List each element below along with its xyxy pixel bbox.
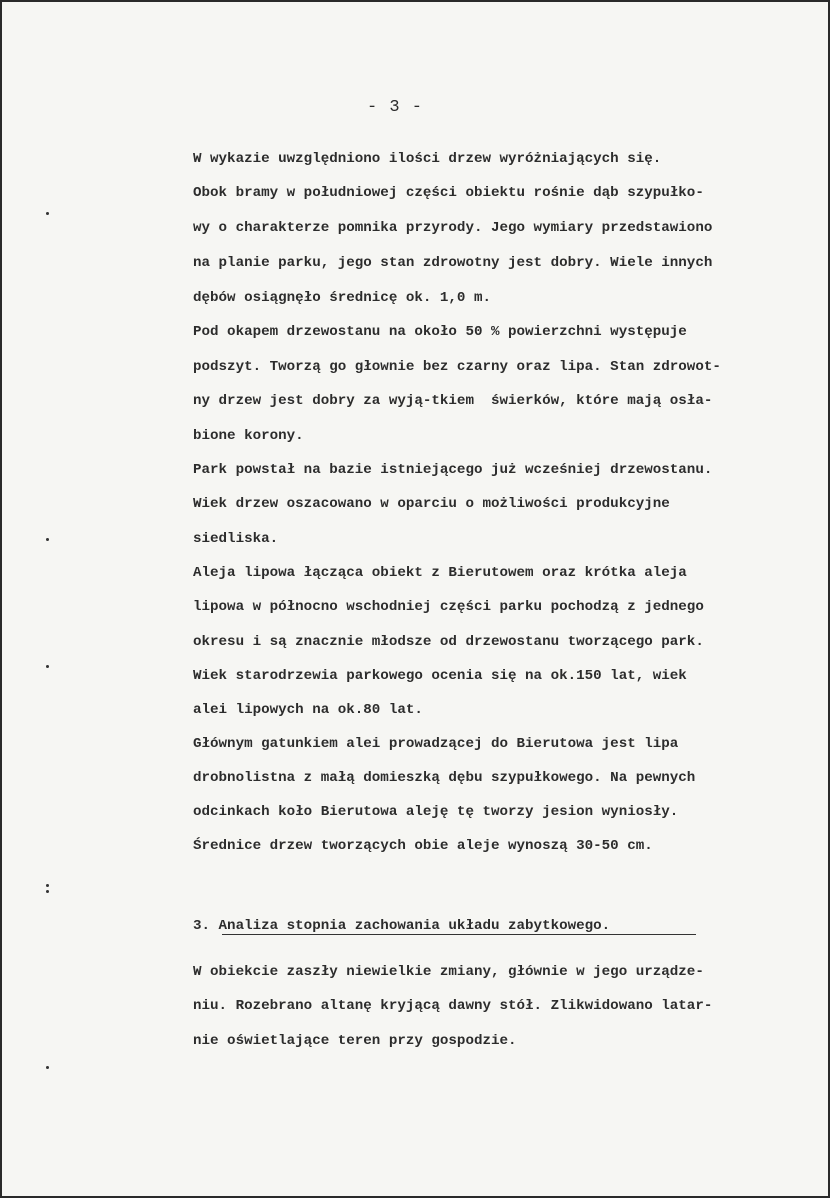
text-line: lipowa w północno wschodniej części parku pochodzą z jednego — [193, 599, 704, 615]
text-line: Głównym gatunkiem alei prowadzącej do Bierutowa jest lipa — [193, 736, 679, 752]
text-line: Aleja lipowa łącząca obiekt z Bierutowem oraz krótka aleja — [193, 565, 687, 581]
margin-mark — [46, 890, 49, 893]
text-line: bione korony. — [193, 428, 304, 444]
text-line: W wykazie uwzględniono ilości drzew wyróżniających się. — [193, 151, 662, 167]
text-line: ny drzew jest dobry za wyją-tkiem świerków, które mają osła- — [193, 393, 713, 409]
text-line: na planie parku, jego stan zdrowotny jest dobry. Wiele innych — [193, 255, 713, 271]
margin-mark — [46, 538, 49, 541]
page-number: - 3 - — [367, 98, 424, 117]
text-line: Park powstał na bazie istniejącego już wcześniej drzewostanu. — [193, 462, 713, 478]
text-line: alei lipowych na ok.80 lat. — [193, 702, 423, 718]
text-line: Pod okapem drzewostanu na około 50 % powierzchni występuje — [193, 324, 687, 340]
margin-mark — [46, 1066, 49, 1069]
text-line: Obok bramy w południowej części obiektu rośnie dąb szypułko- — [193, 185, 704, 201]
text-line: Wiek drzew oszacowano w oparciu o możliwości produkcyjne — [193, 496, 670, 512]
margin-mark — [46, 212, 49, 215]
text-line: Średnice drzew tworzących obie aleje wynoszą 30-50 cm. — [193, 838, 653, 854]
section-heading-underline — [222, 934, 696, 935]
section-heading: 3. Analiza stopnia zachowania układu zabytkowego. — [193, 918, 611, 934]
text-line: nie oświetlające teren przy gospodzie. — [193, 1033, 517, 1049]
page-border-left — [0, 0, 2, 1198]
text-line: drobnolistna z małą domieszką dębu szypułkowego. Na pewnych — [193, 770, 696, 786]
text-line: dębów osiągnęło średnicę ok. 1,0 m. — [193, 290, 491, 306]
margin-mark — [46, 665, 49, 668]
margin-mark — [46, 884, 49, 887]
text-line: podszyt. Tworzą go głownie bez czarny oraz lipa. Stan zdrowot- — [193, 359, 721, 375]
text-line: siedliska. — [193, 531, 279, 547]
text-line: niu. Rozebrano altanę kryjącą dawny stół. Zlikwidowano latar- — [193, 998, 713, 1014]
text-line: wy o charakterze pomnika przyrody. Jego wymiary przedstawiono — [193, 220, 713, 236]
page-border-top — [0, 0, 830, 2]
text-line: okresu i są znacznie młodsze od drzewostanu tworzącego park. — [193, 634, 704, 650]
text-line: odcinkach koło Bierutowa aleję tę tworzy jesion wyniosły. — [193, 804, 679, 820]
text-line: Wiek starodrzewia parkowego ocenia się na ok.150 lat, wiek — [193, 668, 687, 684]
text-line: W obiekcie zaszły niewielkie zmiany, głównie w jego urządze- — [193, 964, 704, 980]
